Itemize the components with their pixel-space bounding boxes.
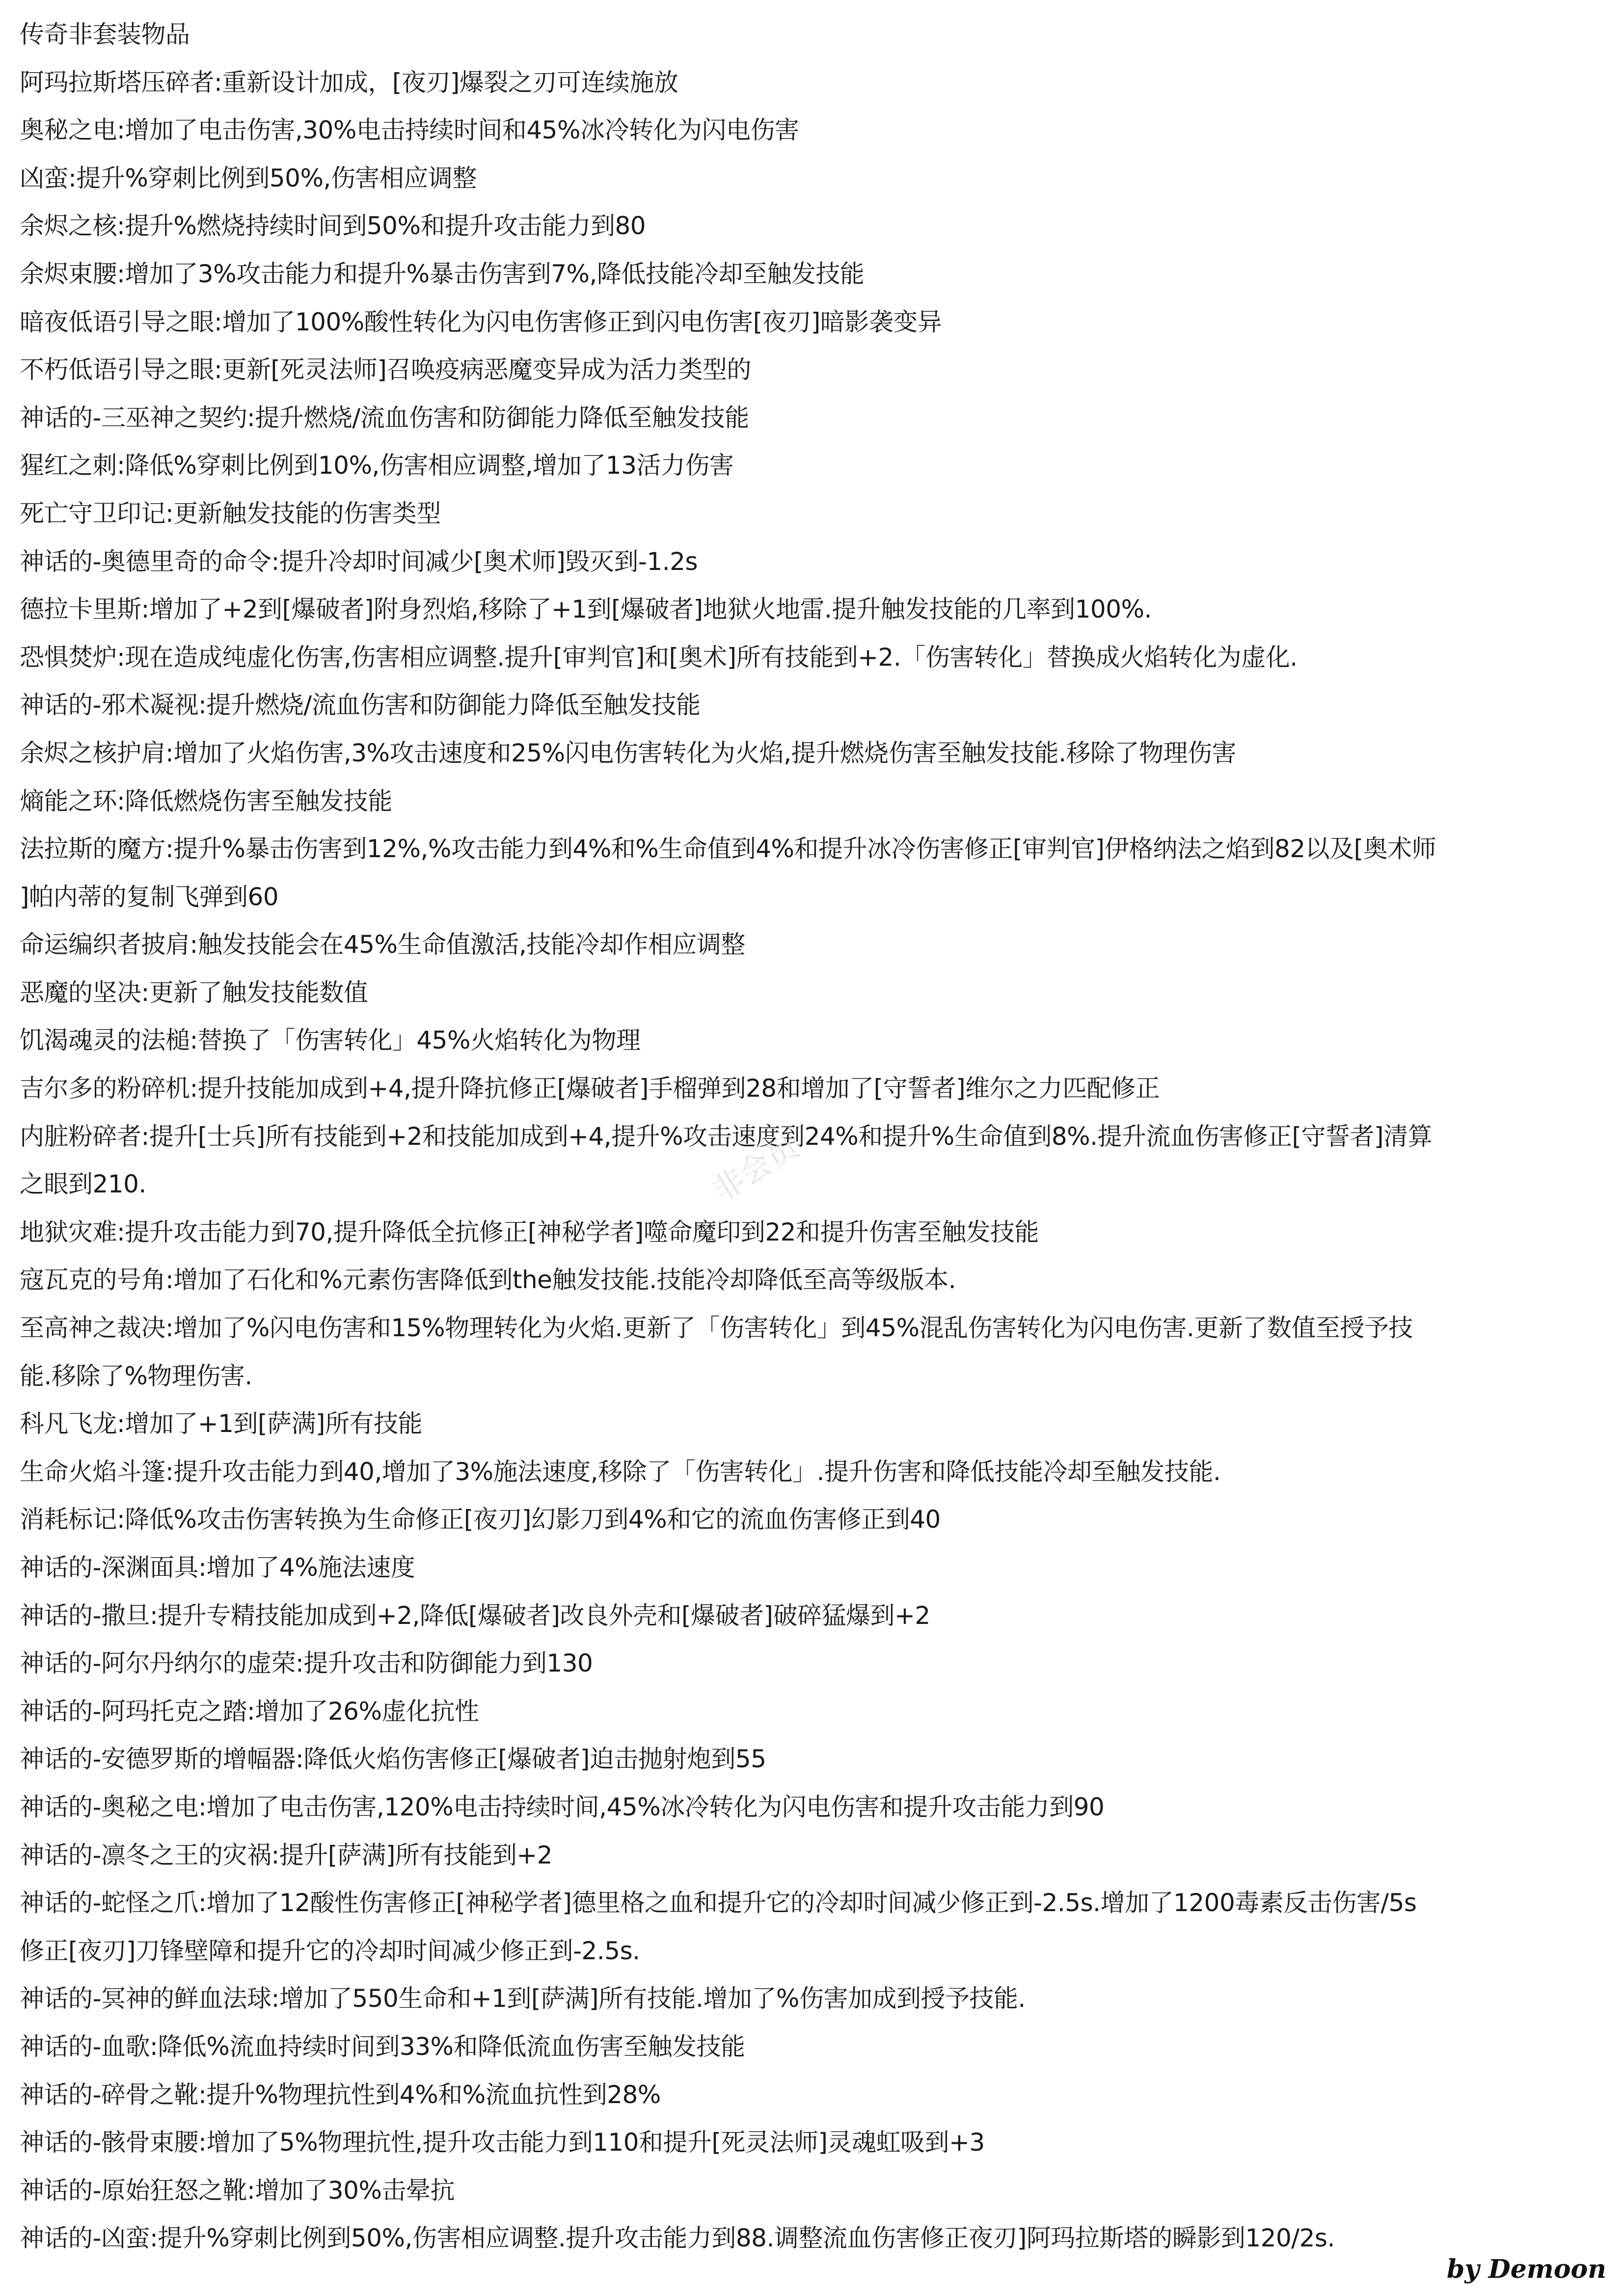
item-line: 消耗标记:降低%攻击伤害转换为生命修正[夜刃]幻影刀到4%和它的流血伤害修正到40 — [20, 1505, 941, 1534]
item-line: 熵能之环:降低燃烧伤害至触发技能 — [20, 786, 392, 815]
item-line: 法拉斯的魔方:提升%暴击伤害到12%,%攻击能力到4%和%生命值到4%和提升冰冷伤害修正[审判官]伊格纳法之焰到82以及[奥术师 — [20, 835, 1436, 864]
item-line: 神话的-阿玛托克之踏:增加了26%虚化抗性 — [20, 1697, 479, 1726]
item-line: 猩红之刺:降低%穿刺比例到10%,伤害相应调整,增加了13活力伤害 — [20, 451, 734, 480]
item-line: 余烬之核护肩:增加了火焰伤害,3%攻击速度和25%闪电伤害转化为火焰,提升燃烧伤害至触发技能.移除了物理伤害 — [20, 738, 1236, 767]
item-line: 神话的-奥德里奇的命令:提升冷却时间减少[奥术师]毁灭到-1.2s — [20, 547, 698, 576]
item-line: 凶蛮:提升%穿刺比例到50%,伤害相应调整 — [20, 163, 477, 192]
item-line: 暗夜低语引导之眼:增加了100%酸性转化为闪电伤害修正到闪电伤害[夜刃]暗影袭变异 — [20, 307, 942, 336]
item-line: 之眼到210. — [20, 1170, 146, 1199]
item-line: 神话的-原始狂怒之靴:增加了30%击晕抗 — [20, 2176, 455, 2205]
item-line: 神话的-凛冬之王的灾祸:提升[萨满]所有技能到+2 — [20, 1840, 553, 1869]
item-line: 修正[夜刃]刀锋壁障和提升它的冷却时间减少修正到-2.5s. — [20, 1936, 640, 1965]
item-line: 能.移除了%物理伤害. — [20, 1361, 252, 1390]
item-line: 德拉卡里斯:增加了+2到[爆破者]附身烈焰,移除了+1到[爆破者]地狱火地雷.提升触发技能的几率到100%. — [20, 595, 1152, 624]
item-line: 神话的-邪术凝视:提升燃烧/流血伤害和防御能力降低至触发技能 — [20, 691, 701, 720]
item-line: 饥渴魂灵的法槌:替换了「伤害转化」45%火焰转化为物理 — [20, 1026, 641, 1055]
item-line: 神话的-三巫神之契约:提升燃烧/流血伤害和防御能力降低至触发技能 — [20, 403, 749, 432]
item-line: 至高神之裁决:增加了%闪电伤害和15%物理转化为火焰.更新了「伤害转化」到45%混乱伤害转化为闪电伤害.更新了数值至授予技 — [20, 1314, 1413, 1343]
item-line: 神话的-蛇怪之爪:增加了12酸性伤害修正[神秘学者]德里格之血和提升它的冷却时间减少修正到-2.5s.增加了1200毒素反击伤害/5s — [20, 1889, 1417, 1918]
item-line: 神话的-撒旦:提升专精技能加成到+2,降低[爆破者]改良外壳和[爆破者]破碎猛爆到+2 — [20, 1601, 930, 1630]
author-signature: by Demoon — [1446, 2254, 1606, 2284]
item-line: 余烬之核:提升%燃烧持续时间到50%和提升攻击能力到80 — [20, 212, 646, 241]
item-line: 神话的-碎骨之靴:提升%物理抗性到4%和%流血抗性到28% — [20, 2080, 661, 2109]
item-line: 神话的-奥秘之电:增加了电击伤害,120%电击持续时间,45%冰冷转化为闪电伤害和提升攻击能力到90 — [20, 1792, 1105, 1821]
item-line: 恶魔的坚决:更新了触发技能数值 — [20, 978, 368, 1007]
item-line: 神话的-血歌:降低%流血持续时间到33%和降低流血伤害至触发技能 — [20, 2032, 745, 2061]
watermark: 非会员 — [706, 1128, 806, 1210]
item-line: 寇瓦克的号角:增加了石化和%元素伤害降低到the触发技能.技能冷却降低至高等级版本. — [20, 1266, 956, 1295]
item-line: 内脏粉碎者:提升[士兵]所有技能到+2和技能加成到+4,提升%攻击速度到24%和提升%生命值到8%.提升流血伤害修正[守誓者]清算 — [20, 1122, 1433, 1151]
item-line: 死亡守卫印记:更新触发技能的伤害类型 — [20, 499, 441, 528]
item-line: 生命火焰斗篷:提升攻击能力到40,增加了3%施法速度,移除了「伤害转化」.提升伤害和降低技能冷却至触发技能. — [20, 1457, 1221, 1486]
item-line: 命运编织者披肩:触发技能会在45%生命值激活,技能冷却作相应调整 — [20, 930, 745, 959]
item-line: 神话的-凶蛮:提升%穿刺比例到50%,伤害相应调整.提升攻击能力到88.调整流血伤害修正夜刃]阿玛拉斯塔的瞬影到120/2s. — [20, 2224, 1335, 2253]
item-line: 余烬束腰:增加了3%攻击能力和提升%暴击伤害到7%,降低技能冷却至触发技能 — [20, 259, 865, 288]
item-line: 神话的-骸骨束腰:增加了5%物理抗性,提升攻击能力到110和提升[死灵法师]灵魂虹吸到+3 — [20, 2128, 985, 2157]
item-line: 神话的-深渊面具:增加了4%施法速度 — [20, 1553, 415, 1582]
section-heading: 传奇非套装物品 — [20, 20, 190, 49]
item-line: 阿玛拉斯塔压碎者:重新设计加成，[夜刃]爆裂之刃可连续施放 — [20, 68, 678, 97]
item-line: 神话的-阿尔丹纳尔的虚荣:提升攻击和防御能力到130 — [20, 1649, 593, 1678]
patch-notes-text — [20, 11, 1605, 2263]
item-line: 神话的-冥神的鲜血法球:增加了550生命和+1到[萨满]所有技能.增加了%伤害加成到授予技能. — [20, 1984, 1026, 2013]
item-line: 奥秘之电:增加了电击伤害,30%电击持续时间和45%冰冷转化为闪电伤害 — [20, 116, 799, 145]
item-line: 不朽低语引导之眼:更新[死灵法师]召唤疫病恶魔变异成为活力类型的 — [20, 355, 751, 384]
item-line: 神话的-安德罗斯的增幅器:降低火焰伤害修正[爆破者]迫击抛射炮到55 — [20, 1745, 766, 1774]
item-line: 恐惧焚炉:现在造成纯虚化伤害,伤害相应调整.提升[审判官]和[奥术]所有技能到+2.「伤害转化」替换成火焰转化为虚化. — [20, 643, 1298, 672]
item-line: ]帕内蒂的复制飞弹到60 — [20, 882, 279, 911]
item-line: 吉尔多的粉碎机:提升技能加成到+4,提升降抗修正[爆破者]手榴弹到28和增加了[守誓者]维尔之力匹配修正 — [20, 1074, 1160, 1103]
item-line: 科凡飞龙:增加了+1到[萨满]所有技能 — [20, 1409, 423, 1438]
item-line: 地狱灾难:提升攻击能力到70,提升降低全抗修正[神秘学者]噬命魔印到22和提升伤害至触发技能 — [20, 1217, 1039, 1246]
